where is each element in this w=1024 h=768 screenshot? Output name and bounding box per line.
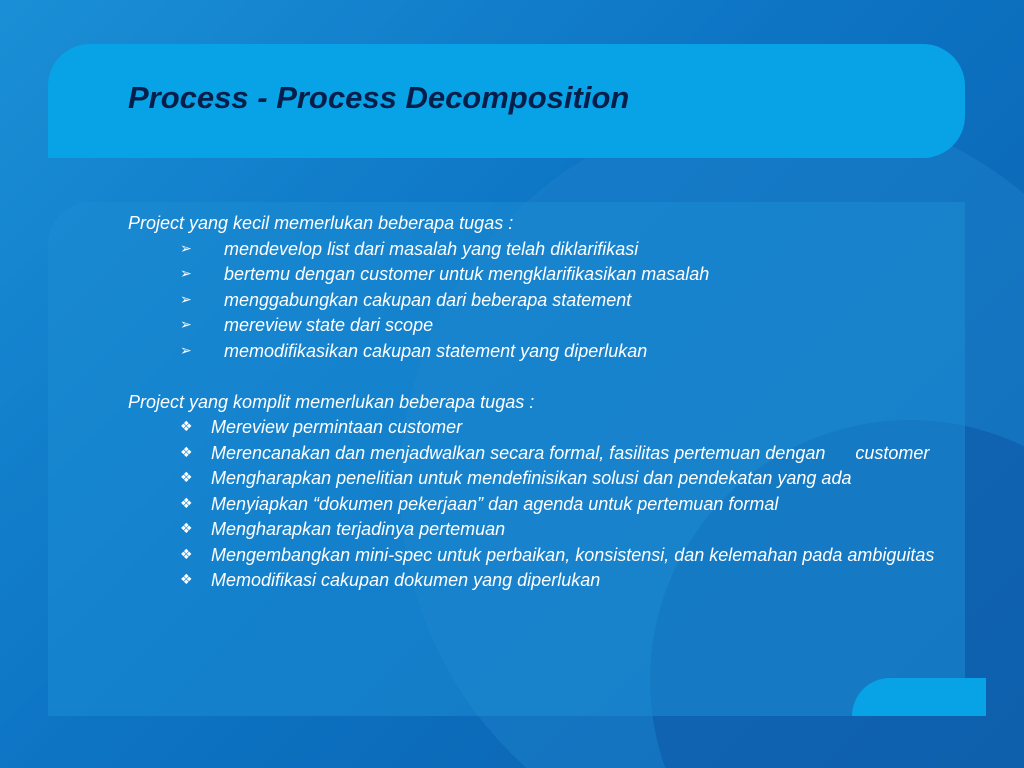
diamond-bullet-icon: ❖ xyxy=(180,495,193,512)
list-item-text: Mengembangkan mini-spec untuk perbaikan, konsistensi, dan kelemahan pada ambiguitas xyxy=(211,544,935,565)
list-item-text: Merencanakan dan menjadwalkan secara formal, fasilitas pertemuan dengan customer xyxy=(211,442,930,463)
arrowhead-bullet-icon: ➢ xyxy=(180,342,192,359)
diamond-bullet-icon: ❖ xyxy=(180,572,193,588)
list-item-text: menggabungkan cakupan dari beberapa statement xyxy=(224,289,632,310)
section1-heading: Project yang kecil memerlukan beberapa tugas : xyxy=(128,213,514,233)
section2-heading: Project yang komplit memerlukan beberapa tugas : xyxy=(128,391,535,412)
arrowhead-bullet-icon: ➢ xyxy=(180,317,192,333)
list-item-text: memodifikasikan cakupan statement yang diperlukan xyxy=(224,340,648,361)
diamond-bullet-icon: ❖ xyxy=(180,521,193,537)
list-item xyxy=(128,568,948,594)
slide-title: Process - Process Decomposition xyxy=(128,80,630,115)
list-item-text: Menyiapkan “dokumen pekerjaan” dan agenda untuk pertemuan formal xyxy=(211,493,779,514)
list-item xyxy=(128,415,948,441)
list-item xyxy=(128,466,948,492)
list-item xyxy=(128,262,948,288)
list-item xyxy=(128,492,948,518)
list-item xyxy=(128,543,948,569)
list-item xyxy=(128,313,948,339)
list-item xyxy=(128,288,948,314)
list-item xyxy=(128,517,948,543)
section-spacer xyxy=(128,364,948,390)
diamond-bullet-icon: ❖ xyxy=(180,546,193,563)
list-item-text: Mereview permintaan customer xyxy=(211,417,463,437)
diamond-bullet-icon: ❖ xyxy=(180,470,193,486)
arrowhead-bullet-icon: ➢ xyxy=(180,291,192,308)
diamond-bullet-icon: ❖ xyxy=(180,444,193,461)
arrowhead-bullet-icon: ➢ xyxy=(180,266,192,282)
list-item-text: mereview state dari scope xyxy=(224,315,434,335)
list-item xyxy=(128,441,948,467)
diamond-bullet-icon: ❖ xyxy=(180,419,193,435)
list-item xyxy=(128,339,948,365)
list-item xyxy=(128,237,948,263)
list-item-text: bertemu dengan customer untuk mengklarifikasikan masalah xyxy=(224,264,710,284)
section2-list xyxy=(128,415,948,594)
list-item-text: Memodifikasi cakupan dokumen yang diperlukan xyxy=(211,570,601,590)
section1-list xyxy=(128,237,948,365)
arrowhead-bullet-icon: ➢ xyxy=(180,240,192,257)
slide-body xyxy=(128,211,948,594)
list-item-text: Mengharapkan penelitian untuk mendefinisikan solusi dan pendekatan yang ada xyxy=(211,468,852,488)
corner-tab-decoration xyxy=(852,678,986,716)
list-item-text: mendevelop list dari masalah yang telah diklarifikasi xyxy=(224,238,639,259)
list-item-text: Mengharapkan terjadinya pertemuan xyxy=(211,519,506,539)
